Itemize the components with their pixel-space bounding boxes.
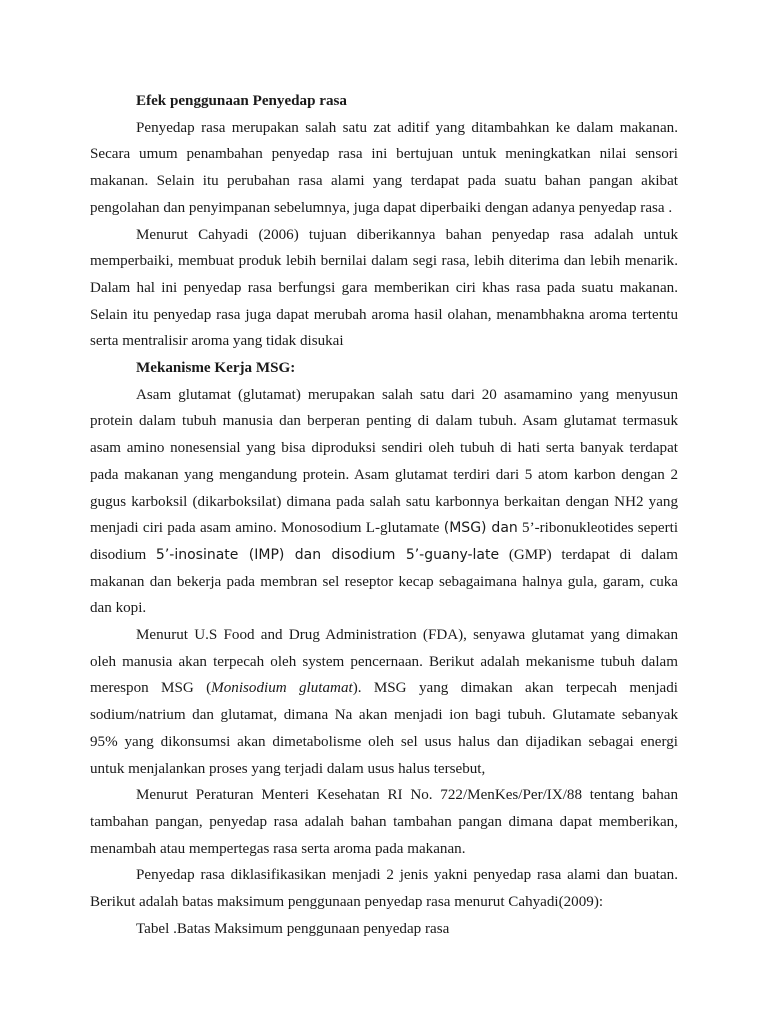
paragraph-mekanisme-1-msg: (MSG) dan [443,520,518,537]
document-page [90,88,678,943]
paragraph-mekanisme-1-imp: 5’-inosinate (IMP) dan disodium 5’-guany-late [155,546,500,563]
paragraph-mekanisme-1-mid: 5’-ribonukleotides seperti disodium [90,520,679,563]
paragraph-mekanisme-2 [90,622,678,782]
paragraph-mekanisme-2-start: Menurut U.S Food and Drug Administration (FDA), senyawa glutamat yang dimakan oleh manusia akan terpecah oleh system pencernaan. Berikut adalah mekanisme tubuh dalam merespon MSG ( [90,627,678,697]
paragraph-mekanisme-1-start: Asam glutamat (glutamat) merupakan salah satu dari 20 asamamino yang menyusun protein dalam tubuh manusia dan berperan penting di dalam tubuh. Asam glutamat termasuk asam amino nonesensial yang bisa diproduksi sendiri oleh tubuh di hati serta banyak terdapat pada makanan yang mengandung protein. Asam glutamat terdiri dari 5 atom karbon dengan 2 gugus karboksil (dikarboksilat) dimana pada salah satu karbonnya berkaitan dengan NH2 yang menjadi ciri pada asam amino. Monosodium L-glutamate [90,386,678,537]
paragraph-efek-2: Menurut Cahyadi (2006) tujuan diberikannya bahan penyedap rasa adalah untuk memperbaiki, membuat produk lebih bernilai dalam segi rasa, lebih diterima dan lebih menarik. Dalam hal ini penyedap rasa berfungsi gara memberikan ciri khas rasa pada suatu makanan. Selain itu penyedap rasa juga dapat merubah aroma hasil olahan, menambhakna aroma tertentu serta mentralisir aroma yang tidak disukai [90,226,678,350]
paragraph-mekanisme-4: Penyedap rasa diklasifikasikan menjadi 2 jenis yakni penyedap rasa alami dan buatan. Berikut adalah batas maksimum penggunaan penyedap rasa menurut Cahyadi(2009): [90,867,678,911]
paragraph-mekanisme-2-italic: Monisodium glutamat [211,680,353,697]
paragraph-mekanisme-3: Menurut Peraturan Menteri Kesehatan RI No. 722/MenKes/Per/IX/88 tentang bahan tambahan pangan, penyedap rasa adalah bahan tambahan pangan dimana dapat memberikan, menambah atau mempertegas rasa serta aroma pada makanan. [90,787,678,857]
paragraph-mekanisme-2-end: ). MSG yang dimakan akan terpecah menjadi sodium/natrium dan glutamat, dimana Na akan menjadi ion bagi tubuh. Glutamate sebanyak 95% yang dikonsumsi akan dimetabolisme oleh sel usus halus dan dijadikan sebagai energi untuk menjalankan proses yang terjadi dalam usus halus tersebut, [90,680,678,777]
section-heading-efek: Efek penggunaan Penyedap rasa [136,93,347,109]
table-caption: Tabel .Batas Maksimum penggunaan penyedap rasa [136,920,450,937]
section-heading-mekanisme: Mekanisme Kerja MSG: [136,360,296,377]
paragraph-mekanisme-1 [90,382,678,622]
paragraph-mekanisme-1-end: (GMP) terdapat di dalam makanan dan bekerja pada membran sel reseptor kecap sebagaimana halnya gula, garam, cuka dan kopi. [90,546,678,617]
paragraph-efek-1: Penyedap rasa merupakan salah satu zat aditif yang ditambahkan ke dalam makanan. Secara umum penambahan penyedap rasa ini bertujuan untuk meningkatkan nilai sensori makanan. Selain itu perubahan rasa alami yang terdapat pada suatu bahan pangan akibat pengolahan dan penyimpanan sebelumnya, juga dapat diperbaiki dengan adanya penyedap rasa . [90,119,678,216]
